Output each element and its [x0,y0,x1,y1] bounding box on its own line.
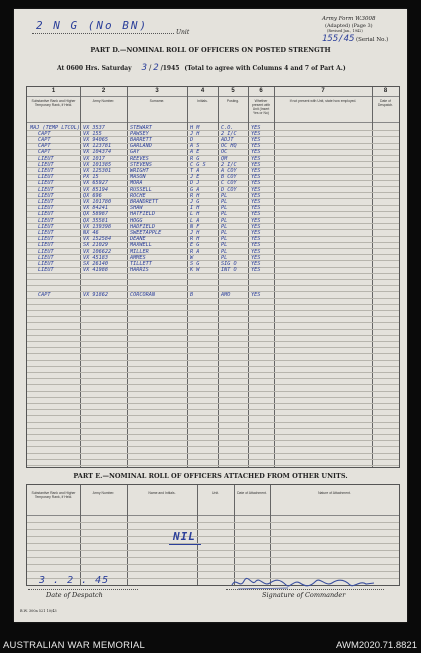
col-divider [234,485,235,585]
row-rank: CAPT [38,136,51,143]
row-present: YES [251,143,261,150]
row-surname: HOGG [130,217,143,224]
col-divider [197,485,198,585]
row-number: VX 1017 [83,155,105,162]
row-present: YES [251,223,261,230]
row-posting: PL [221,229,228,236]
column-header: Substantive Rank and Higher Temporary Rank, if Held. [31,99,76,107]
row-present: YES [251,236,261,243]
row-posting: A COY [221,167,237,174]
row-posting: D COY [221,186,237,193]
part-e-table [26,484,400,586]
despatch-date-line [28,589,138,590]
row-rule [27,366,399,367]
row-initials: K W [190,267,200,274]
row-initials: A S [190,143,200,150]
row-surname: MILLER [130,248,149,255]
row-number: VX 3537 [83,124,105,131]
row-number: VX 45183 [83,254,108,261]
date-line [57,63,346,73]
row-present: YES [251,161,261,168]
row-rank: LIEUT [38,236,54,243]
row-posting: SIG O [221,260,237,267]
row-present: YES [251,254,261,261]
row-present: YES [251,217,261,224]
row-rank: LIEUT [38,260,54,267]
date-prefix: At 0600 Hrs. Saturday [57,65,132,72]
row-rule [27,391,399,392]
printer-mark: B.W. 300a 521 10/43 [20,609,57,613]
column-header: Army Number. [92,99,115,103]
row-rule [27,397,399,398]
part-e-column-header: Nature of Attachment. [318,491,351,495]
form-adapted: (Adapted) (Page 3) [325,23,373,29]
row-posting: PL [221,198,228,205]
row-surname: STEWART [130,124,152,131]
row-number: QX 696 [83,192,102,199]
row-surname: HATFIELD [130,211,155,218]
row-posting: PL [221,217,228,224]
row-posting: PL [221,236,228,243]
row-rank: LIEUT [38,167,54,174]
part-e-column-header: Name and Initials. [148,491,176,495]
row-posting: 2 I/C [221,161,237,168]
row-initials: B [190,291,194,298]
part-e-column-header: Substantive Rank and Higher Temporary Rank, if Held. [31,491,76,499]
row-initials: J H [190,130,200,137]
form-name: Army Form W.3008 [322,16,376,22]
row-surname: WRIGHT [130,167,149,174]
part-e-row-rule [27,571,399,572]
row-number: NX 46 [83,229,99,236]
row-surname: STEVENS [130,161,152,168]
column-header: Surname. [149,99,165,103]
row-rank: LIEUT [38,186,54,193]
header-divider-2 [27,122,399,123]
part-e-row-rule [27,550,399,551]
row-posting: 2 I/C [221,130,237,137]
row-present: YES [251,242,261,249]
row-rule [27,316,399,317]
row-surname: ROCHE [130,192,146,199]
part-d-table [26,86,400,468]
row-initials: N F [190,223,200,230]
row-number: VX 155 [83,130,102,137]
row-rule [27,378,399,379]
row-number: VX 101780 [83,198,112,205]
row-rule [27,415,399,416]
column-header: Posting. [226,99,240,103]
row-initials: W [190,254,194,261]
row-rule [27,372,399,373]
column-header: If not present with Unit, state how employed. [289,99,357,103]
row-present: YES [251,192,261,199]
column-number: 2 [101,88,106,94]
row-rank: CAPT [38,149,51,156]
row-posting: C.O. [221,124,234,131]
part-e-column-header: Army Number. [92,491,115,495]
row-posting: INT O [221,267,237,274]
column-header: Date of Despatch. [377,99,394,107]
row-rule [27,422,399,423]
row-posting: PL [221,223,228,230]
row-surname: RUSSELL [130,186,152,193]
row-rule [27,440,399,441]
row-present: YES [251,248,261,255]
column-header: Whether present with Unit (Insert Yes or No) [251,99,271,115]
serial-label: (Serial No.) [356,37,389,43]
row-present: YES [251,260,261,267]
row-surname: HARRIS [130,267,149,274]
part-e-row-rule [27,529,399,530]
column-number: 6 [259,88,263,94]
part-e-nil: NIL [173,530,196,543]
row-rank: LIEUT [38,198,54,205]
row-rule [27,453,399,454]
row-rule [27,341,399,342]
row-number: VX 125301 [83,167,112,174]
row-number: SX 26140 [83,260,108,267]
row-present: YES [251,267,261,274]
row-surname: BRANDRETT [130,198,159,205]
row-rule [27,446,399,447]
row-initials: S G [190,260,200,267]
row-surname: BARRETT [130,136,152,143]
row-rank: CAPT [38,291,51,298]
row-surname: PAWSEY [130,130,149,137]
despatch-label: Date of Despatch [46,591,103,599]
column-number: 3 [155,88,159,94]
row-rank: LIEUT [38,248,54,255]
signature-label: Signature of Commander [262,591,346,599]
row-posting: C COY [221,180,237,187]
unit-label: Unit [176,29,190,36]
row-present: YES [251,205,261,212]
despatch-date: 3 . 2 . 45 [39,575,110,586]
row-rule [27,465,399,466]
part-d-title: PART D.—NOMINAL ROLL OF OFFICERS ON POSTED STRENGTH [90,46,331,54]
row-initials: R G [190,155,200,162]
row-rule [27,304,399,305]
row-surname: HADFIELD [130,223,155,230]
row-posting: PL [221,248,228,255]
row-posting: B COY [221,174,237,181]
row-present: YES [251,149,261,156]
row-rule [27,403,399,404]
row-initials: A E [190,149,200,156]
row-rule [27,322,399,323]
row-rank: LIEUT [38,155,54,162]
serial-number: 155/45 [322,34,355,44]
part-e-row-rule [27,564,399,565]
form-sheet [14,9,407,622]
row-number: SX 21029 [83,242,108,249]
row-posting: OC [221,149,228,156]
row-surname: MORA [130,180,143,187]
row-rank: MAJ (TEMP LTCOL) [30,124,80,131]
row-number: VX 139398 [83,223,112,230]
row-surname: REEVES [130,155,149,162]
row-rule [27,329,399,330]
row-number: VX 94065 [83,136,108,143]
row-present: YES [251,130,261,137]
row-posting: ADJT [221,136,234,143]
row-rank: LIEUT [38,217,54,224]
row-surname: MAXWELL [130,242,152,249]
row-present: YES [251,291,261,298]
row-rank: LIEUT [38,174,54,181]
row-number: PX 15 [83,174,99,181]
row-initials: H M [190,124,200,131]
unit-underline [32,33,174,34]
row-rule [27,384,399,385]
part-e-title: PART E.—NOMINAL ROLL OF OFFICERS ATTACHED FROM OTHER UNITS. [73,472,348,480]
row-rank: LIEUT [38,205,54,212]
row-present: YES [251,229,261,236]
date-month: 2 [153,63,159,73]
row-initials: I H [190,205,200,212]
row-surname: SWEETAPPLE [130,229,162,236]
row-rank: LIEUT [38,254,54,261]
row-posting: PL [221,254,228,261]
row-rank: LIEUT [38,211,54,218]
part-e-header-divider [27,515,399,516]
row-rank: LIEUT [38,180,54,187]
part-e-column-header: Date of Attachment. [237,491,267,495]
row-number: VX 41988 [83,267,108,274]
row-initials: T A [190,167,200,174]
row-rank: CAPT [38,130,51,137]
row-initials: J H [190,229,200,236]
row-present: YES [251,186,261,193]
column-number: 8 [383,88,388,94]
row-rank: LIEUT [38,242,54,249]
row-initials: J E [190,174,200,181]
part-e-row-rule [27,543,399,544]
column-number: 5 [231,88,235,94]
row-number: VX 104374 [83,149,112,156]
part-e-row-rule [27,522,399,523]
row-surname: TILLETT [130,260,152,267]
date-day: 3 [141,63,148,73]
row-posting: PL [221,211,228,218]
row-number: VX 84241 [83,205,108,212]
row-number: VX 101385 [83,161,112,168]
row-posting: OC HQ [221,143,237,150]
row-surname: SHAW [130,205,143,212]
row-rank: LIEUT [38,229,54,236]
part-e-row-rule [27,536,399,537]
unit-name: 2 N G (No BN) [36,19,149,32]
row-present: YES [251,155,261,162]
row-initials: R A [190,248,200,255]
row-posting: PL [221,205,228,212]
row-initials: R H [190,236,200,243]
nil-underline [169,544,201,545]
row-number: QX 58987 [83,211,108,218]
col-divider [270,485,271,585]
row-initials: C G S [190,161,206,168]
row-rule [27,459,399,460]
signature-line [226,589,384,590]
part-e-column-header: Unit. [212,491,219,495]
row-number: VX 85194 [83,186,108,193]
row-rule [27,353,399,354]
row-number: VX 65927 [83,180,108,187]
archive-institution: AUSTRALIAN WAR MEMORIAL [3,640,146,651]
row-surname: CORCORAN [130,291,155,298]
row-initials: L H [190,211,200,218]
archive-accession: AWM2020.71.8821 [336,640,417,651]
col-divider [127,485,128,585]
row-posting: AMO [221,291,231,298]
column-number: 4 [200,88,205,94]
row-rank: LIEUT [38,223,54,230]
row-rule [27,335,399,336]
row-rule [27,347,399,348]
row-initials: G A [190,186,200,193]
row-surname: MASON [130,174,146,181]
row-number: VX 123781 [83,143,112,150]
row-rule [27,310,399,311]
row-number: QX 35581 [83,217,108,224]
row-surname: GARLAND [130,143,152,150]
date-separator: / [148,64,152,72]
row-surname: DEANE [130,236,146,243]
part-e-row-rule [27,557,399,558]
form-revised: (Revised Jan., 1942) [327,29,363,33]
row-initials: E G [190,242,200,249]
row-rule [27,409,399,410]
row-posting: PL [221,242,228,249]
header-divider-1 [27,96,399,97]
row-present: YES [251,136,261,143]
row-posting: QM [221,155,228,162]
date-suffix: (Total to agree with Columns 4 and 7 of Part A.) [184,65,346,72]
row-present: YES [251,198,261,205]
archive-footer [0,639,421,653]
row-initials: D [190,136,194,143]
row-initials: R H [190,192,200,199]
row-present: YES [251,167,261,174]
row-present: YES [251,174,261,181]
row-present: YES [251,211,261,218]
row-posting: PL [221,192,228,199]
row-surname: GAY [130,149,140,156]
row-rank: LIEUT [38,161,54,168]
date-year: /1945 [160,65,180,72]
column-header: Initials. [197,99,208,103]
row-number: VX 152584 [83,236,112,243]
row-initials: D J [190,180,200,187]
row-present: YES [251,180,261,187]
col-divider [80,485,81,585]
row-initials: J G [190,198,200,205]
row-rule [27,279,399,280]
row-rule [27,434,399,435]
column-number: 1 [51,88,56,94]
row-rule [27,360,399,361]
row-initials: L A [190,217,200,224]
row-present: YES [251,124,261,131]
row-rank: LIEUT [38,267,54,274]
row-number: VX 91862 [83,291,108,298]
row-rank: CAPT [38,143,51,150]
row-rule [27,285,399,286]
row-rule [27,428,399,429]
row-surname: AMMES [130,254,146,261]
row-rank: LIEUT [38,192,54,199]
column-number: 7 [321,88,325,94]
row-number: VX 106622 [83,248,112,255]
